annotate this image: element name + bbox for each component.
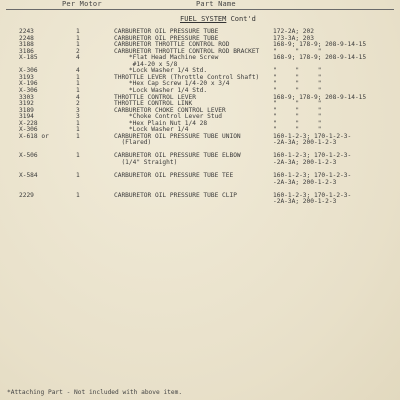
model-applicability: " " "	[273, 106, 322, 114]
model-applicability: " " "	[273, 47, 322, 55]
part-number: 2248	[19, 34, 34, 42]
model-applicability: -2A-3A; 200-1-2-3	[273, 198, 337, 206]
model-applicability: -2A-3A; 200-1-2-3	[273, 139, 337, 147]
part-number: 3193	[19, 73, 34, 81]
part-number: X-506	[19, 152, 38, 160]
quantity: 1	[76, 86, 80, 94]
model-applicability: 160-1-2-3; 170-1-2-3-	[273, 152, 352, 160]
part-number: X-228	[19, 119, 38, 127]
model-applicability: 168-9; 178-9; 208-9-14-15	[273, 54, 367, 62]
quantity: 1	[76, 73, 80, 81]
part-name: CARBURETOR OIL PRESSURE TUBE	[114, 34, 219, 42]
part-name: CARBURETOR CHOKE CONTROL LEVER	[114, 106, 226, 114]
part-number: 3186	[19, 47, 34, 55]
section-title	[180, 15, 256, 23]
quantity: 2	[76, 47, 80, 55]
part-name: *Lock Washer 1/4	[114, 126, 189, 134]
part-name: *Lock Washer 1/4 Std.	[114, 86, 208, 94]
part-name: (1/4" Straight)	[114, 159, 178, 166]
model-applicability: " " "	[273, 113, 322, 121]
part-name: CARBURETOR OIL PRESSURE TUBE TEE	[114, 172, 234, 180]
quantity: 3	[76, 113, 80, 121]
part-name: #14-20 x 5/8	[114, 60, 178, 68]
part-name: CARBURETOR OIL PRESSURE TUBE	[114, 28, 219, 35]
model-applicability: 160-1-2-3; 170-1-2-3-	[273, 172, 352, 180]
model-applicability: " " "	[273, 73, 322, 81]
part-name: THROTTLE LEVER (Throttle Control Shaft)	[114, 73, 260, 81]
part-name: CARBURETOR OIL PRESSURE TUBE UNION	[114, 132, 241, 140]
part-number: X-196	[19, 80, 38, 88]
part-name: (Flared)	[114, 139, 152, 147]
part-number: X-306	[19, 86, 38, 94]
quantity: 3	[76, 106, 80, 114]
part-name: *Lock Washer 1/4 Std.	[114, 67, 208, 75]
part-number: 2229	[19, 191, 34, 199]
quantity: 1	[76, 80, 80, 88]
model-applicability: 160-1-2-3; 170-1-2-3-	[273, 132, 352, 140]
quantity: 1	[76, 41, 80, 49]
part-number: X-306	[19, 67, 38, 75]
part-number: 2243	[19, 28, 34, 35]
quantity: 2	[76, 100, 80, 108]
part-name: *Hex Plain Nut 1/4 28	[114, 119, 208, 127]
quantity: 1	[76, 28, 80, 35]
footnote: *Attaching Part - Not included with above item.	[7, 389, 183, 396]
part-number: X-618 or	[19, 132, 49, 140]
model-applicability: 160-1-2-3; 170-1-2-3-	[273, 191, 352, 199]
model-applicability: 172-2A; 202	[273, 28, 314, 35]
part-number: 3303	[19, 93, 34, 101]
model-applicability: " " "	[273, 67, 322, 75]
model-applicability: " " "	[273, 126, 322, 134]
part-number: X-584	[19, 172, 38, 180]
quantity: 1	[76, 34, 80, 42]
section-title-suffix: Cont'd	[226, 15, 256, 23]
model-applicability: -2A-3A; 200-1-2-3	[273, 178, 337, 186]
quantity: 1	[76, 132, 80, 140]
model-applicability: 168-9; 178-9; 208-9-14-15	[273, 93, 367, 101]
part-name: CARBURETOR THROTTLE CONTROL ROD	[114, 41, 230, 49]
part-name: CARBURETOR OIL PRESSURE TUBE ELBOW	[114, 152, 241, 160]
model-applicability: 173-3A; 203	[273, 34, 314, 42]
part-name: THROTTLE CONTROL LINK	[114, 100, 193, 108]
part-number: X-185	[19, 54, 38, 62]
model-applicability: " " "	[273, 80, 322, 88]
part-name: *Choke Control Lever Stud	[114, 113, 223, 121]
part-number: 3189	[19, 106, 34, 114]
part-number: 3192	[19, 100, 34, 108]
quantity: 1	[76, 152, 80, 160]
model-applicability: -2A-3A; 200-1-2-3	[273, 159, 337, 166]
model-applicability: " " "	[273, 119, 322, 127]
model-applicability: " " "	[273, 86, 322, 94]
part-name: *Flat Head Machine Screw	[114, 54, 219, 62]
model-applicability: 168-9; 178-9; 208-9-14-15	[273, 41, 367, 49]
table-row	[0, 198, 400, 205]
section-title-main: FUEL SYSTEM	[180, 15, 227, 23]
column-header-per-motor: Per Motor	[62, 0, 102, 8]
quantity: 1	[76, 126, 80, 134]
quantity: 1	[76, 119, 80, 127]
column-header-part-name: Part Name	[196, 0, 236, 8]
quantity: 4	[76, 67, 80, 75]
part-name: CARBURETOR THROTTLE CONTROL ROD BRACKET	[114, 47, 260, 55]
part-name: *Hex Cap Screw 1/4-20 x 3/4	[114, 80, 230, 88]
model-applicability: " " "	[273, 100, 322, 108]
header-rule	[6, 9, 394, 10]
quantity: 4	[76, 93, 80, 101]
part-name: CARBURETOR OIL PRESSURE TUBE CLIP	[114, 191, 237, 199]
quantity: 1	[76, 191, 80, 199]
part-number: X-306	[19, 126, 38, 134]
quantity: 1	[76, 172, 80, 180]
quantity: 4	[76, 54, 80, 62]
part-name: THROTTLE CONTROL LEVER	[114, 93, 196, 101]
part-number: 3188	[19, 41, 34, 49]
part-number: 3194	[19, 113, 34, 121]
